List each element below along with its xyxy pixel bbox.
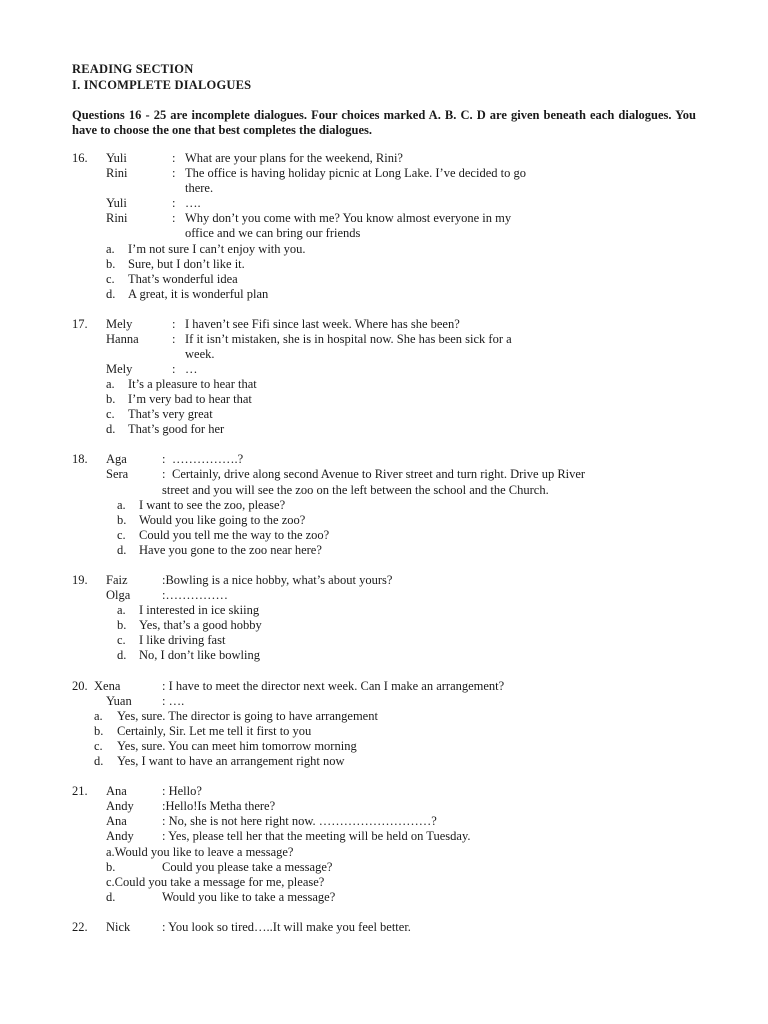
option-letter: d. [117,648,127,662]
option-a[interactable]: a.Would you like to leave a message? [106,845,294,859]
speaker: Olga [106,588,131,602]
speaker: Mely [106,317,133,331]
option-c[interactable]: That’s very great [128,407,213,421]
option-b[interactable]: Yes, that’s a good hobby [139,618,262,632]
dialogue-line: If it isn’t mistaken, she is in hospital now. She has been sick for a [185,332,512,346]
option-letter: b. [106,392,116,406]
dialogue-line: …. [185,196,201,210]
option-d[interactable]: That’s good for her [128,422,225,436]
dialogue-line: Certainly, drive along second Avenue to River street and turn right. Drive up River [172,467,586,481]
option-letter: c. [117,633,126,647]
option-d[interactable]: No, I don’t like bowling [139,648,260,662]
speaker: Ana [106,814,127,828]
dialogue-line-cont: week. [185,347,215,361]
colon: : [172,211,176,225]
question-number: 16. [72,151,88,165]
option-letter: b. [106,257,116,271]
option-letter: a. [117,603,126,617]
dialogue-line: : …. [162,694,185,708]
speaker: Aga [106,452,127,466]
colon: : [172,362,176,376]
dialogue-line-cont: office and we can bring our friends [185,226,361,240]
speaker: Andy [106,799,134,813]
question-number: 21. [72,784,88,798]
option-letter: c. [106,407,115,421]
option-letter: a. [106,377,115,391]
option-c[interactable]: Could you tell me the way to the zoo? [139,528,330,542]
dialogue-line: The office is having holiday picnic at Long Lake. I’ve decided to go [185,166,526,180]
option-d[interactable]: Have you gone to the zoo near here? [139,543,322,557]
option-b[interactable]: Certainly, Sir. Let me tell it first to you [117,724,312,738]
option-letter: b. [94,724,104,738]
option-c[interactable]: Yes, sure. You can meet him tomorrow morning [117,739,357,753]
colon: : [172,332,176,346]
speaker: Hanna [106,332,139,346]
instructions: Questions 16 - 25 are incomplete dialogues. Four choices marked A. B. C. D are given beneath each dialogues. You have to choose the one that best completes the dialogues. [72,108,696,137]
dialogue-line-cont: street and you will see the zoo on the left between the school and the Church. [162,483,549,497]
colon: : [172,151,176,165]
question-number: 18. [72,452,88,466]
option-letter: a. [106,242,115,256]
speaker: Andy [106,829,134,843]
colon: : [162,467,166,481]
speaker: Mely [106,362,133,376]
colon: : [172,317,176,331]
dialogue-line-cont: there. [185,181,214,195]
speaker: Sera [106,467,129,481]
dialogue-line: What are your plans for the weekend, Rini? [185,151,403,165]
option-letter: c. [94,739,103,753]
speaker: Yuli [106,196,127,210]
dialogue-line: : Hello? [162,784,202,798]
dialogue-line: …………….? [172,452,244,466]
dialogue-line: : I have to meet the director next week. Can I make an arrangement? [162,679,505,693]
dialogue-line: … [185,362,198,376]
speaker: Xena [94,679,121,693]
option-a[interactable]: It’s a pleasure to hear that [128,377,257,391]
part-title: I. INCOMPLETE DIALOGUES [72,78,252,92]
dialogue-line: Why don’t you come with me? You know almost everyone in my [185,211,512,225]
dialogue-line: :Hello!Is Metha there? [162,799,276,813]
option-c[interactable]: c.Could you take a message for me, please? [106,875,325,889]
option-b[interactable]: I’m very bad to hear that [128,392,252,406]
speaker: Nick [106,920,131,934]
question-number: 20. [72,679,88,693]
option-b[interactable]: Would you like going to the zoo? [139,513,306,527]
dialogue-line: :Bowling is a nice hobby, what’s about yours? [162,573,393,587]
dialogue-line: I haven’t see Fifi since last week. Where has she been? [185,317,460,331]
option-d[interactable]: Would you like to take a message? [162,890,336,904]
option-letter: c. [106,272,115,286]
option-c[interactable]: I like driving fast [139,633,226,647]
option-letter: d. [117,543,127,557]
speaker: Rini [106,211,128,225]
option-a[interactable]: I want to see the zoo, please? [139,498,286,512]
option-letter: c. [117,528,126,542]
dialogue-line: : You look so tired…..It will make you feel better. [162,920,411,934]
colon: : [162,452,166,466]
colon: : [172,196,176,210]
dialogue-line: :…………… [162,588,228,602]
option-c[interactable]: That’s wonderful idea [128,272,238,286]
question-number: 22. [72,920,88,934]
option-d[interactable]: A great, it is wonderful plan [128,287,269,301]
option-letter: d. [106,890,116,904]
option-b[interactable]: Could you please take a message? [162,860,333,874]
option-letter: a. [94,709,103,723]
option-letter: d. [106,287,116,301]
option-letter: a. [117,498,126,512]
speaker: Yuan [106,694,132,708]
section-title: READING SECTION [72,62,194,76]
question-number: 19. [72,573,88,587]
dialogue-line: : Yes, please tell her that the meeting will be held on Tuesday. [162,829,471,843]
option-a[interactable]: Yes, sure. The director is going to have arrangement [117,709,378,723]
option-letter: d. [94,754,104,768]
speaker: Yuli [106,151,127,165]
question-number: 17. [72,317,88,331]
speaker: Ana [106,784,127,798]
colon: : [172,166,176,180]
speaker: Faiz [106,573,128,587]
option-letter: b. [117,513,127,527]
speaker: Rini [106,166,128,180]
dialogue-line: : No, she is not here right now. ………………………? [162,814,437,828]
option-d[interactable]: Yes, I want to have an arrangement right now [117,754,345,768]
option-letter: d. [106,422,116,436]
option-letter: b. [117,618,127,632]
option-letter: b. [106,860,116,874]
option-a[interactable]: I interested in ice skiing [139,603,260,617]
option-b[interactable]: Sure, but I don’t like it. [128,257,245,271]
option-a[interactable]: I’m not sure I can’t enjoy with you. [128,242,306,256]
